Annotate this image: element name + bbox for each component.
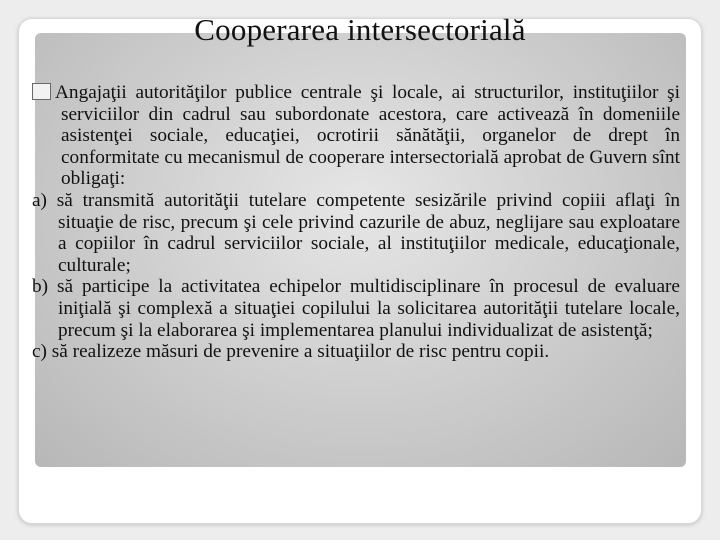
intro-paragraph — [32, 82, 680, 190]
list-item-c: c) să realizeze măsuri de prevenire a situaţiilor de risc pentru copii. — [32, 341, 550, 363]
list-item-b: b) să participe la activitatea echipelor multidisciplinare în procesul de evaluare iniţială şi complexă a situaţiei copilului la solicitarea autorităţii tutelare locale, precum şi la elaborarea şi implementarea planului individualizat de asistenţă; — [32, 276, 680, 341]
list-item-a: a) să transmită autorităţii tutelare competente sesizările privind copiii aflaţi în situaţie de risc, precum şi cele privind cazurile de abuz, neglijare sau exploatare a copiilor în cadrul serviciilor sociale, al instituţiilor medicale, educaţionale, culturale; — [32, 189, 680, 276]
slide-body — [32, 82, 680, 363]
intro-text: Angajaţii autorităţilor publice centrale şi locale, ai structurilor, instituţiilor şi serviciilor din cadrul sau subordonate acestora, care activează în domeniile asistenţei sociale, educaţiei, ocrotirii sănătăţii, organelor de drept în conformitate cu mecanismul de cooperare intersectorială aprobat de Guvern sînt obligaţi: — [55, 82, 680, 190]
bullet-checkbox-icon — [32, 83, 51, 100]
slide-title: Cooperarea intersectorială — [194, 12, 526, 47]
